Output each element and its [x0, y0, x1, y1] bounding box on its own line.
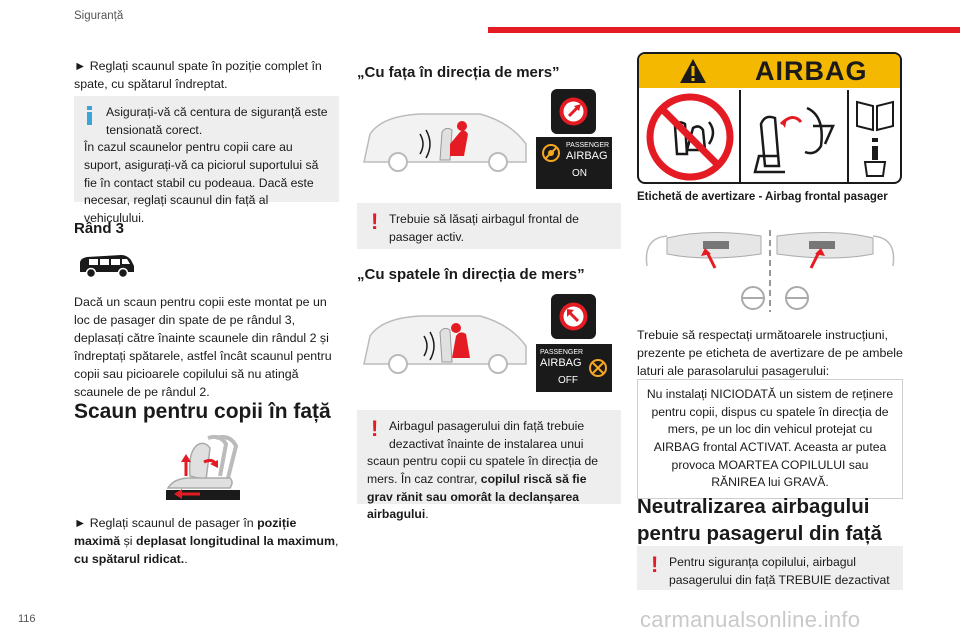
car-rear-facing-illustration: [360, 306, 530, 376]
info-icon: [86, 106, 94, 126]
warning-exclamation-icon: !: [371, 209, 379, 234]
airbag-off-state: OFF: [558, 375, 578, 386]
airbag-warning-label: [637, 52, 902, 184]
airbag-on-state: ON: [572, 168, 587, 179]
airbag-label-title: AIRBAG: [755, 56, 868, 86]
airbag-off-symbol-icon: [588, 358, 608, 378]
no-rear-facing-seat-icon: [643, 92, 737, 182]
van-icon: [77, 250, 137, 280]
row3-text: Dacă un scaun pentru copii este montat pe un loc de pasager din spate de pe rândul 3, deplasați către înainte scaunele din rândul 2 și îndreptați spătarele, astfel încât scaunul pentru copii sau picioarele copilului să nu atingă scaunele de pe rândul 2.: [74, 295, 332, 399]
info-body: În cazul scaunelor pentru copii care au suport, asigurați-vă ca piciorul suportului să fie în contact stabil cu podeaua. Dacă este necesar, reglați scaunul din față al vehiculului.: [84, 140, 319, 226]
airbag-off-label-2: AIRBAG: [540, 357, 582, 369]
neutralization-heading: Neutralizarea airbagului pentru pasagerul din față: [637, 495, 882, 545]
warning-box-disable-airbag: [357, 410, 621, 522]
front-seat-heading: Scaun pentru copii în față: [74, 400, 331, 423]
airbag-on-symbol-icon: [541, 143, 561, 163]
row3-heading: Rând 3: [74, 220, 125, 237]
airbag-switch-on-icon: [551, 89, 596, 134]
warning-box-child-safety: [637, 546, 903, 590]
airbag-switch-off-icon: [551, 294, 596, 339]
header-accent-bar: [488, 27, 960, 33]
warning-block: Nu instalați NICIODATĂ un sistem de reținere pentru copii, dispus cu spatele în direcția de mers, pe un loc din vehicul protejat cu AIRBAG frontal ACTIVAT. Aceasta ar putea provoca MOARTEA COPILULUI sau RĂNIREA lui GRAVĂ.: [637, 379, 903, 499]
seat-adjust-illustration: [160, 432, 252, 504]
airbag-on-label-2: AIRBAG: [566, 150, 608, 162]
airbag-deploy-icon: [745, 96, 845, 180]
warning-box-keep-airbag: [357, 203, 621, 249]
airbag-on-indicator: [536, 137, 612, 189]
warning-text: Trebuie să lăsați airbagul frontal de pasager activ.: [389, 212, 579, 244]
airbag-on-label-1: PASSENGER: [566, 142, 610, 149]
warning-body: scaun pentru copii cu spatele în direcția de mers. În caz contrar, copilul riscă să fie grav rănit sau omorât la declanșarea airbagului.: [367, 454, 599, 522]
warning-text: Pentru siguranța copilului, airbagul pasagerului din față TREBUIE dezactivat: [669, 555, 890, 587]
car-forward-facing-illustration: [360, 104, 530, 174]
section-title: Siguranță: [74, 10, 124, 22]
warning-exclamation-icon: !: [371, 416, 379, 441]
warning-exclamation-icon: !: [651, 552, 659, 577]
rear-facing-heading: „Cu spatele în direcția de mers”: [357, 266, 585, 283]
step-front-seat: ► Reglați scaunul de pasager în poziție maximă și deplasat longitudinal la maximum, cu spătarul ridicat..: [74, 516, 339, 566]
page-number: 116: [18, 613, 36, 625]
info-first-line: Asigurați-vă că centura de siguranță este tensionată corect.: [106, 105, 328, 137]
read-manual-icon: [853, 96, 897, 180]
airbag-off-indicator: [536, 344, 612, 392]
label-caption: Etichetă de avertizare - Airbag frontal pasager: [637, 191, 888, 203]
forward-facing-heading: „Cu fața în direcția de mers”: [357, 64, 560, 81]
watermark: carmanualsonline.info: [640, 607, 861, 632]
step-rear-seat: ► Reglați scaunul spate în poziție complet în spate, cu spătarul îndreptat.: [74, 59, 322, 91]
warning-triangle-icon: [679, 58, 707, 84]
warning-first-line: Airbagul pasagerului din față trebuie dezactivat înainte de instalarea unui: [389, 419, 585, 451]
airbag-label-banner: [639, 54, 900, 88]
instructions-text: Trebuie să respectați următoarele instrucțiuni, prezente pe eticheta de avertizare de pe ambele laturi ale parasolarului pasagerului:: [637, 328, 903, 378]
sun-visor-label-location-illustration: [637, 226, 903, 316]
airbag-off-label-1: PASSENGER: [540, 349, 584, 356]
info-box: [74, 96, 339, 226]
